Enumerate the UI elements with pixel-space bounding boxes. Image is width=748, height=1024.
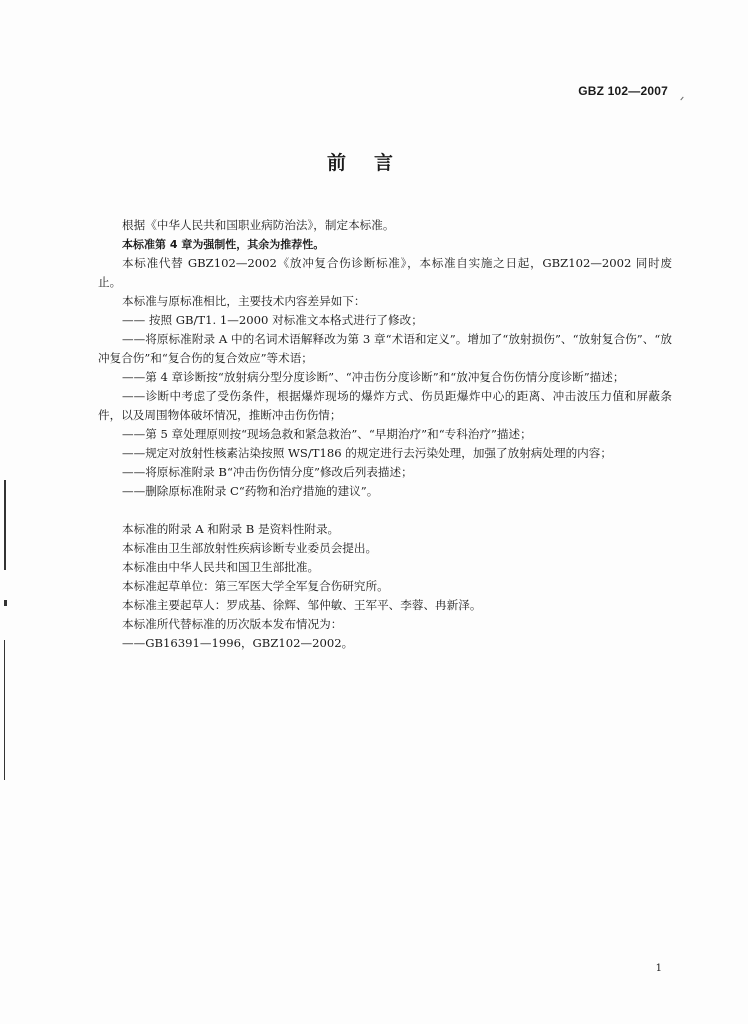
scan-edge-mark: [4, 600, 7, 606]
page-number: 1: [655, 963, 662, 974]
scan-edge-mark: [4, 640, 5, 780]
list-item: ——将原标准附录 A 中的名词术语解释改为第 3 章“术语和定义”。增加了“放射损伤”、“放射复合伤”、“放冲复合伤”和“复合伤的复合效应”等术语；: [98, 332, 672, 365]
list-item: ——第 5 章处理原则按“现场急救和紧急救治”、“早期治疗”和“专科治疗”描述；: [122, 427, 532, 441]
paragraph-drafters: 本标准主要起草人：罗成基、徐辉、邹仲敏、王军平、李蓉、冉新泽。: [122, 598, 482, 612]
list-item: ——规定对放射性核素沾染按照 WS/T186 的规定进行去污染处理，加强了放射病处理的内容；: [122, 446, 612, 460]
foreword-body: [98, 216, 672, 653]
paragraph-proposed-by: 本标准由卫生部放射性疾病诊断专业委员会提出。: [122, 541, 378, 555]
paragraph-history: 本标准所代替标准的历次版本发布情况为：: [122, 617, 343, 631]
scan-edge-mark: [4, 480, 6, 570]
scan-mark: [680, 97, 683, 101]
standard-code: GBZ 102—2007: [578, 84, 668, 98]
paragraph-approved-by: 本标准由中华人民共和国卫生部批准。: [122, 560, 320, 574]
page-title: 前言: [326, 152, 421, 174]
paragraph-differences: 本标准与原标准相比，主要技术内容差异如下：: [122, 294, 366, 308]
paragraph-annexes: 本标准的附录 A 和附录 B 是资料性附录。: [122, 522, 340, 536]
paragraph-replaces: 本标准代替 GBZ102—2002《放冲复合伤诊断标准》，本标准自实施之日起，GBZ102—2002 同时废止。: [98, 256, 672, 289]
list-item: ——第 4 章诊断按“放射病分型分度诊断”、“冲击伤分度诊断”和“放冲复合伤伤情分度诊断”描述；: [122, 370, 625, 384]
list-item: ——诊断中考虑了受伤条件，根据爆炸现场的爆炸方式、伤员距爆炸中心的距离、冲击波压力值和屏蔽条件，以及周围物体破坏情况，推断冲击伤伤情；: [98, 389, 672, 422]
paragraph-mandatory: 本标准第 4 章为强制性，其余为推荐性。: [122, 238, 325, 251]
list-item: ——删除原标准附录 C“药物和治疗措施的建议”。: [122, 484, 379, 498]
paragraph-drafting-unit: 本标准起草单位：第三军医大学全军复合伤研究所。: [122, 579, 389, 593]
list-item: —— 按照 GB/T1. 1—2000 对标准文本格式进行了修改；: [122, 313, 423, 327]
list-item: ——GB16391—1996，GBZ102—2002。: [122, 636, 354, 650]
paragraph-basis: 根据《中华人民共和国职业病防治法》，制定本标准。: [122, 218, 395, 232]
list-item: ——将原标准附录 B“冲击伤伤情分度”修改后列表描述；: [122, 465, 413, 479]
